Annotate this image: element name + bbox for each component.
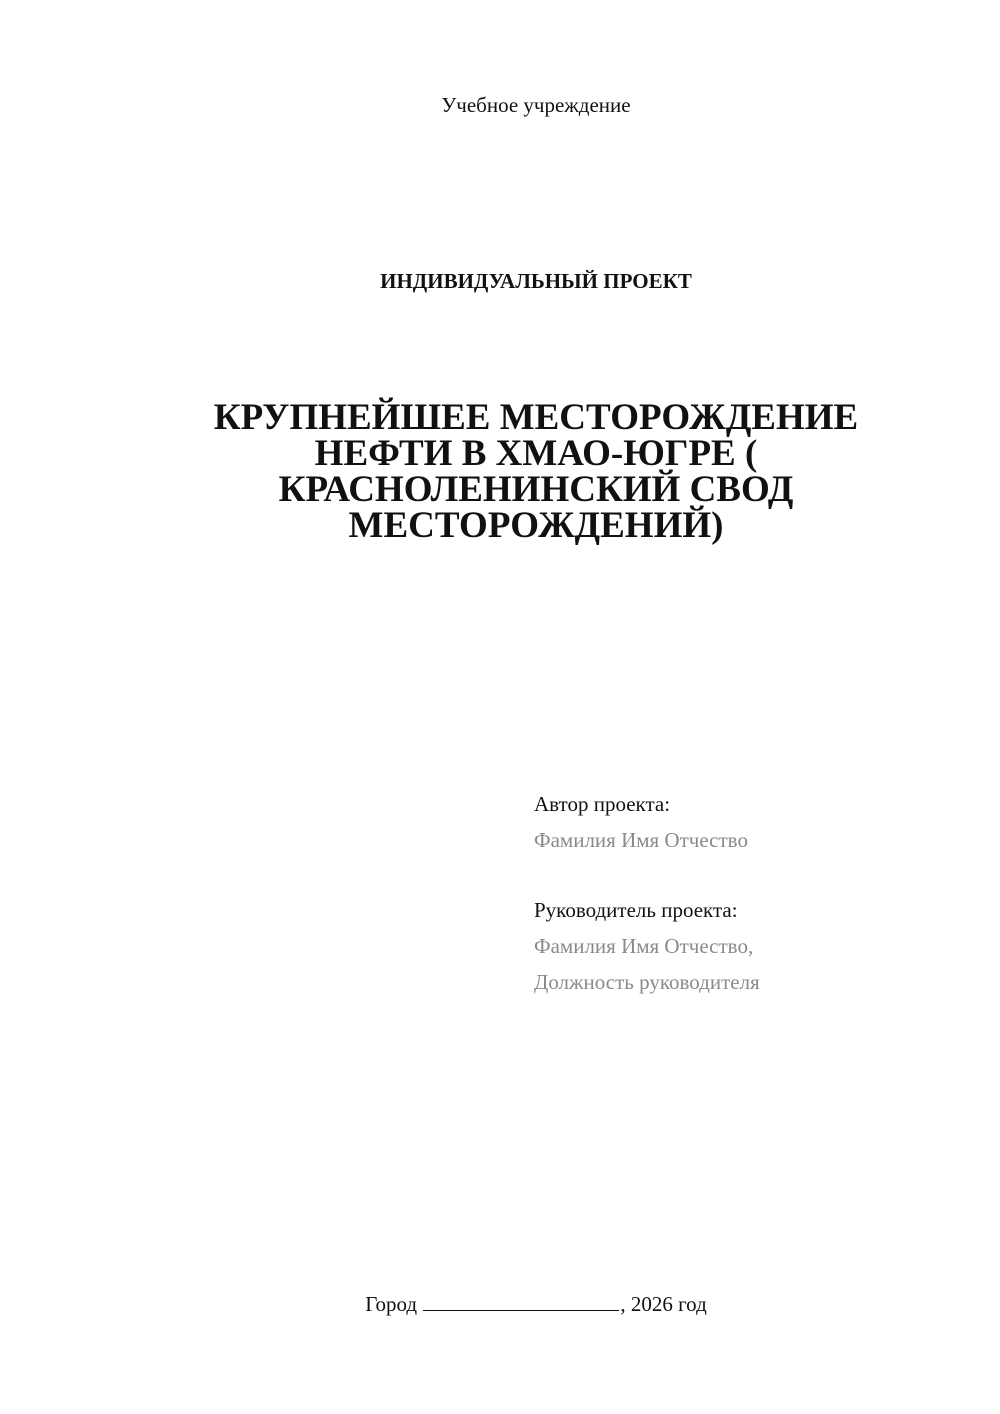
document-type: ИНДИВИДУАЛЬНЫЙ ПРОЕКТ	[380, 269, 692, 293]
supervisor-name-placeholder: Фамилия Имя Отчество,	[534, 934, 754, 958]
city-blank-line	[423, 1292, 619, 1311]
project-title-line: КРУПНЕЙШЕЕ МЕСТОРОЖДЕНИЕ	[213, 397, 859, 438]
supervisor-block	[534, 892, 974, 1000]
city-label: Город	[365, 1292, 418, 1316]
footer-city-year	[0, 1290, 1000, 1318]
year-text: , 2026 год	[620, 1292, 707, 1316]
institution-name: Учебное учреждение	[441, 93, 631, 117]
project-title-line: МЕСТОРОЖДЕНИЙ)	[348, 505, 724, 546]
project-title-line: КРАСНОЛЕНИНСКИЙ СВОД	[278, 469, 794, 510]
supervisor-label: Руководитель проекта:	[534, 898, 738, 922]
project-title-line: НЕФТИ В ХМАО-ЮГРЕ (	[314, 433, 758, 474]
supervisor-position-placeholder: Должность руководителя	[534, 970, 760, 994]
project-title	[160, 397, 912, 546]
author-block	[534, 786, 974, 858]
author-name-placeholder: Фамилия Имя Отчество	[534, 828, 748, 852]
author-label: Автор проекта:	[534, 792, 671, 816]
